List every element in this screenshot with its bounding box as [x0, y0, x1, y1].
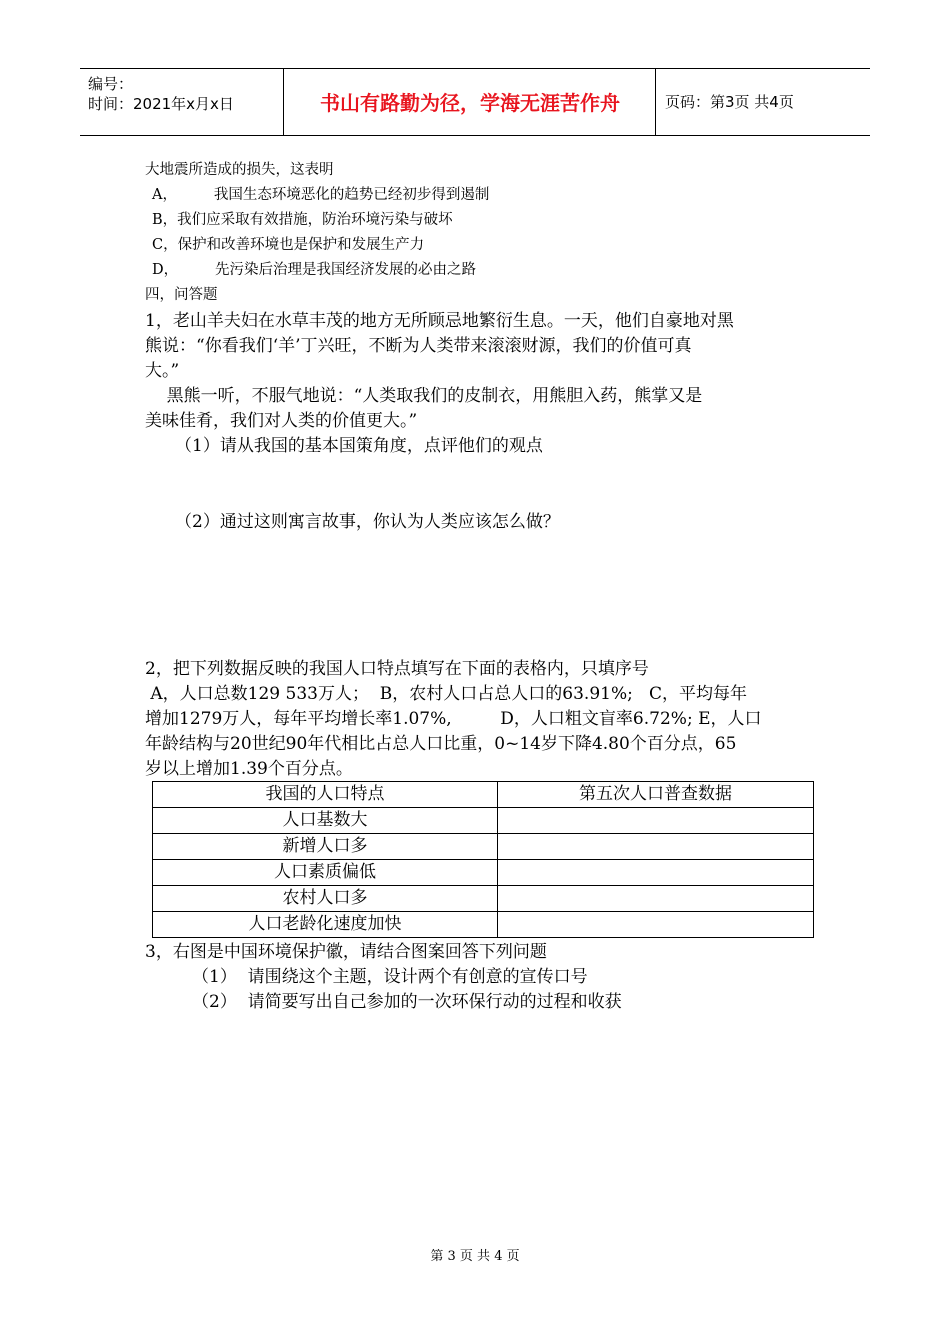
table-row	[153, 912, 814, 938]
q2-line-1: 2，把下列数据反映的我国人口特点填写在下面的表格内，只填序号	[145, 659, 649, 679]
q3-stem: 3，右图是中国环境保护徽，请结合图案回答下列问题	[145, 942, 547, 962]
page-header	[80, 68, 870, 136]
q3-sub-2: （2） 请简要写出自己参加的一次环保行动的过程和收获	[192, 992, 622, 1012]
table-header-trait: 我国的人口特点	[153, 782, 498, 808]
header-bottom-rule	[80, 135, 870, 136]
q1-line-1: 1，老山羊夫妇在水草丰茂的地方无所顾忌地繁衍生息。一天，他们自豪地对黑	[145, 311, 734, 331]
q2-line-4: 年龄结构与20世纪90年代相比占总人口比重，0~14岁下降4.80个百分点，65	[145, 734, 737, 754]
section-title: 四，问答题	[145, 287, 218, 303]
table-cell-answer[interactable]	[498, 912, 814, 938]
q1-sub-1: （1）请从我国的基本国策角度，点评他们的观点	[175, 436, 543, 456]
number-label: 编号：	[88, 75, 134, 93]
table-cell-trait: 人口素质偏低	[153, 860, 498, 886]
header-page-label: 页码：第3页 共4页	[665, 93, 794, 111]
option-b: B，我们应采取有效措施，防治环境污染与破坏	[152, 212, 453, 228]
option-a: A， 我国生态环境恶化的趋势已经初步得到遏制	[152, 187, 490, 203]
q2-line-3: 增加1279万人，每年平均增长率1.07%, D，人口粗文盲率6.72%; E，人口	[145, 709, 762, 729]
q2-line-2: A，人口总数129 533万人； B，农村人口占总人口的63.91%; C，平均每年	[145, 684, 748, 704]
q2-line-5: 岁以上增加1.39个百分点。	[145, 759, 353, 779]
header-motto: 书山有路勤为径，学海无涯苦作舟	[320, 91, 620, 115]
table-cell-trait: 人口基数大	[153, 808, 498, 834]
population-table	[152, 781, 814, 938]
table-cell-answer[interactable]	[498, 886, 814, 912]
q1-sub-2: （2）通过这则寓言故事，你认为人类应该怎么做？	[175, 512, 560, 532]
header-top-rule	[80, 68, 870, 69]
table-row	[153, 886, 814, 912]
table-cell-trait: 新增人口多	[153, 834, 498, 860]
table-header-census: 第五次人口普查数据	[498, 782, 814, 808]
option-c: C，保护和改善环境也是保护和发展生产力	[152, 237, 425, 253]
option-d: D， 先污染后治理是我国经济发展的必由之路	[152, 262, 476, 278]
q1-line-2: 熊说：“你看我们‘羊’丁兴旺，不断为人类带来滚滚财源，我们的价值可真	[145, 336, 692, 356]
page-footer: 第 3 页 共 4 页	[430, 1249, 520, 1264]
table-cell-trait: 人口老龄化速度加快	[153, 912, 498, 938]
table-row	[153, 834, 814, 860]
header-divider-right	[655, 68, 656, 136]
table-header-row	[153, 782, 814, 808]
table-cell-answer[interactable]	[498, 834, 814, 860]
q3-sub-1: （1） 请围绕这个主题，设计两个有创意的宣传口号	[192, 967, 588, 987]
table-row	[153, 860, 814, 886]
q1-line-3: 大。”	[145, 361, 180, 381]
table-cell-answer[interactable]	[498, 860, 814, 886]
header-divider-left	[283, 68, 284, 136]
header-left-cell	[88, 74, 234, 114]
q1-line-5: 美味佳肴，我们对人类的价值更大。”	[145, 411, 418, 431]
q1-line-4: 黑熊一听，不服气地说：“人类取我们的皮制衣，用熊胆入药，熊掌又是	[145, 386, 703, 406]
table-row	[153, 808, 814, 834]
table-cell-answer[interactable]	[498, 808, 814, 834]
time-label: 时间：2021年x月x日	[88, 95, 234, 113]
question-stem: 大地震所造成的损失，这表明	[145, 162, 334, 178]
table-cell-trait: 农村人口多	[153, 886, 498, 912]
